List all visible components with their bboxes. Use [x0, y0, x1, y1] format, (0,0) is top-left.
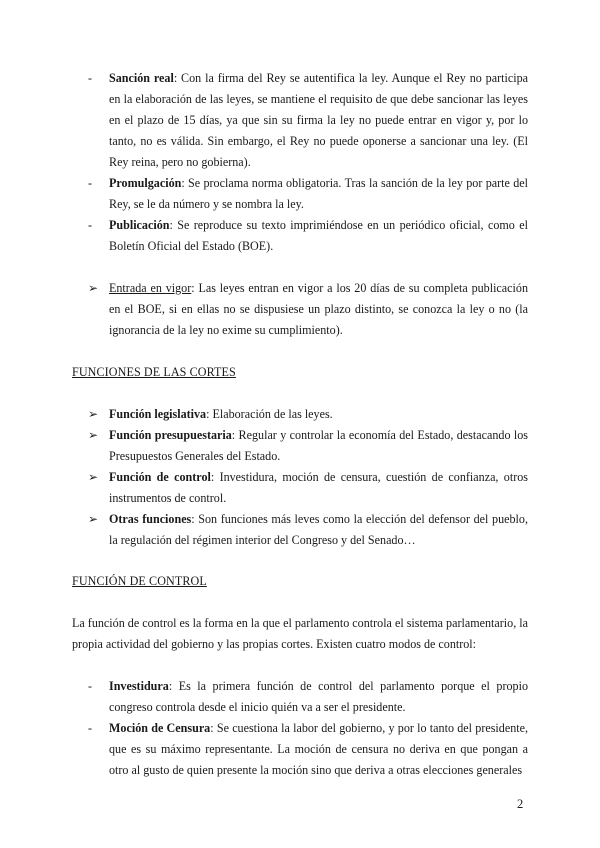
section-heading-funciones: FUNCIONES DE LAS CORTES [72, 365, 236, 379]
term-otras-funciones: Otras funciones [109, 512, 192, 526]
section-heading-control: FUNCIÓN DE CONTROL [72, 574, 207, 588]
list-item-entrada-vigor [88, 278, 528, 341]
arrow-bullet-icon: ➢ [88, 281, 99, 295]
definition-mocion-censura: : Se cuestiona la labor del gobierno, y por lo tanto del presidente, que es su máximo representante. La moción de censura no deriva en que pongan a otro al gusto de quien presente la moción sino que deriva a otras elecciones generales [109, 721, 528, 777]
list-item-funcion-presupuestaria [88, 425, 528, 467]
list-item-funcion-control [88, 467, 528, 509]
definition-promulgacion: : Se proclama norma obligatoria. Tras la sanción de la ley por parte del Rey, se le da número y se nombra la ley. [109, 176, 528, 211]
arrow-bullet-icon: ➢ [88, 470, 99, 484]
dash-bullet: - [88, 176, 93, 190]
list-item-publicacion [88, 215, 528, 257]
term-promulgacion: Promulgación [109, 176, 182, 190]
dash-bullet: - [88, 721, 93, 735]
dash-bullet: - [88, 218, 93, 232]
definition-sancion-real: : Con la firma del Rey se autentifica la ley. Aunque el Rey no participa en la elaboración de las leyes, se mantiene el requisito de que debe sancionar las leyes en el plazo de 15 días, ya que sin su firma la ley no puede entrar en vigor y, por lo tanto, no es válida. Sin embargo, el Rey no puede oponerse a sancionar una ley. (El Rey reina, pero no gobierna). [109, 71, 528, 169]
arrow-bullet-icon: ➢ [88, 512, 99, 526]
definition-investidura: : Es la primera función de control del parlamento porque el propio congreso controla desde el inicio quién va a ser el presidente. [109, 679, 528, 714]
dash-bullet: - [88, 679, 93, 693]
definition-entrada-vigor: : Las leyes entran en vigor a los 20 días de su completa publicación en el BOE, si en ellas no se dispusiese un plazo distinto, se conozca la ley o no (la ignorancia de la ley no exime su cumplimiento). [109, 281, 528, 337]
definition-funcion-legislativa: : Elaboración de las leyes. [206, 407, 333, 421]
dash-bullet: - [88, 71, 93, 85]
term-mocion-censura: Moción de Censura [109, 721, 211, 735]
control-modes-list [88, 676, 528, 781]
list-item-sancion-real [88, 68, 528, 173]
term-investidura: Investidura [109, 679, 169, 693]
term-publicacion: Publicación [109, 218, 170, 232]
term-sancion-real: Sanción real [109, 71, 174, 85]
term-funcion-control: Función de control [109, 470, 211, 484]
definition-funcion-control: : Investidura, moción de censura, cuestión de confianza, otros instrumentos de control. [109, 470, 528, 505]
term-funcion-legislativa: Función legislativa [109, 407, 207, 421]
list-item-mocion-censura [88, 718, 528, 781]
arrow-bullet-icon: ➢ [88, 407, 99, 421]
term-entrada-vigor: Entrada en vigor [109, 281, 192, 295]
term-funcion-presupuestaria: Función presupuestaria [109, 428, 232, 442]
definition-otras-funciones: : Son funciones más leves como la elección del defensor del pueblo, la regulación del régimen interior del Congreso y del Senado… [109, 512, 528, 547]
entrada-vigor-block [88, 278, 528, 341]
arrow-bullet-icon: ➢ [88, 428, 99, 442]
list-item-promulgacion [88, 173, 528, 215]
control-intro-paragraph: La función de control es la forma en la que el parlamento controla el sistema parlamentario, la propia actividad del gobierno y las propias cortes. Existen cuatro modos de control: [72, 616, 528, 651]
page-number: 2 [517, 797, 524, 811]
definition-funcion-presupuestaria: : Regular y controlar la economía del Estado, destacando los Presupuestos Generales del Estado. [109, 428, 529, 463]
list-item-otras-funciones [88, 509, 528, 551]
definition-publicacion: : Se reproduce su texto imprimiéndose en un periódico oficial, como el Boletín Oficial del Estado (BOE). [109, 218, 528, 253]
procedure-list [88, 68, 528, 257]
list-item-funcion-legislativa [88, 404, 528, 425]
list-item-investidura [88, 676, 528, 718]
funciones-list [88, 404, 528, 551]
